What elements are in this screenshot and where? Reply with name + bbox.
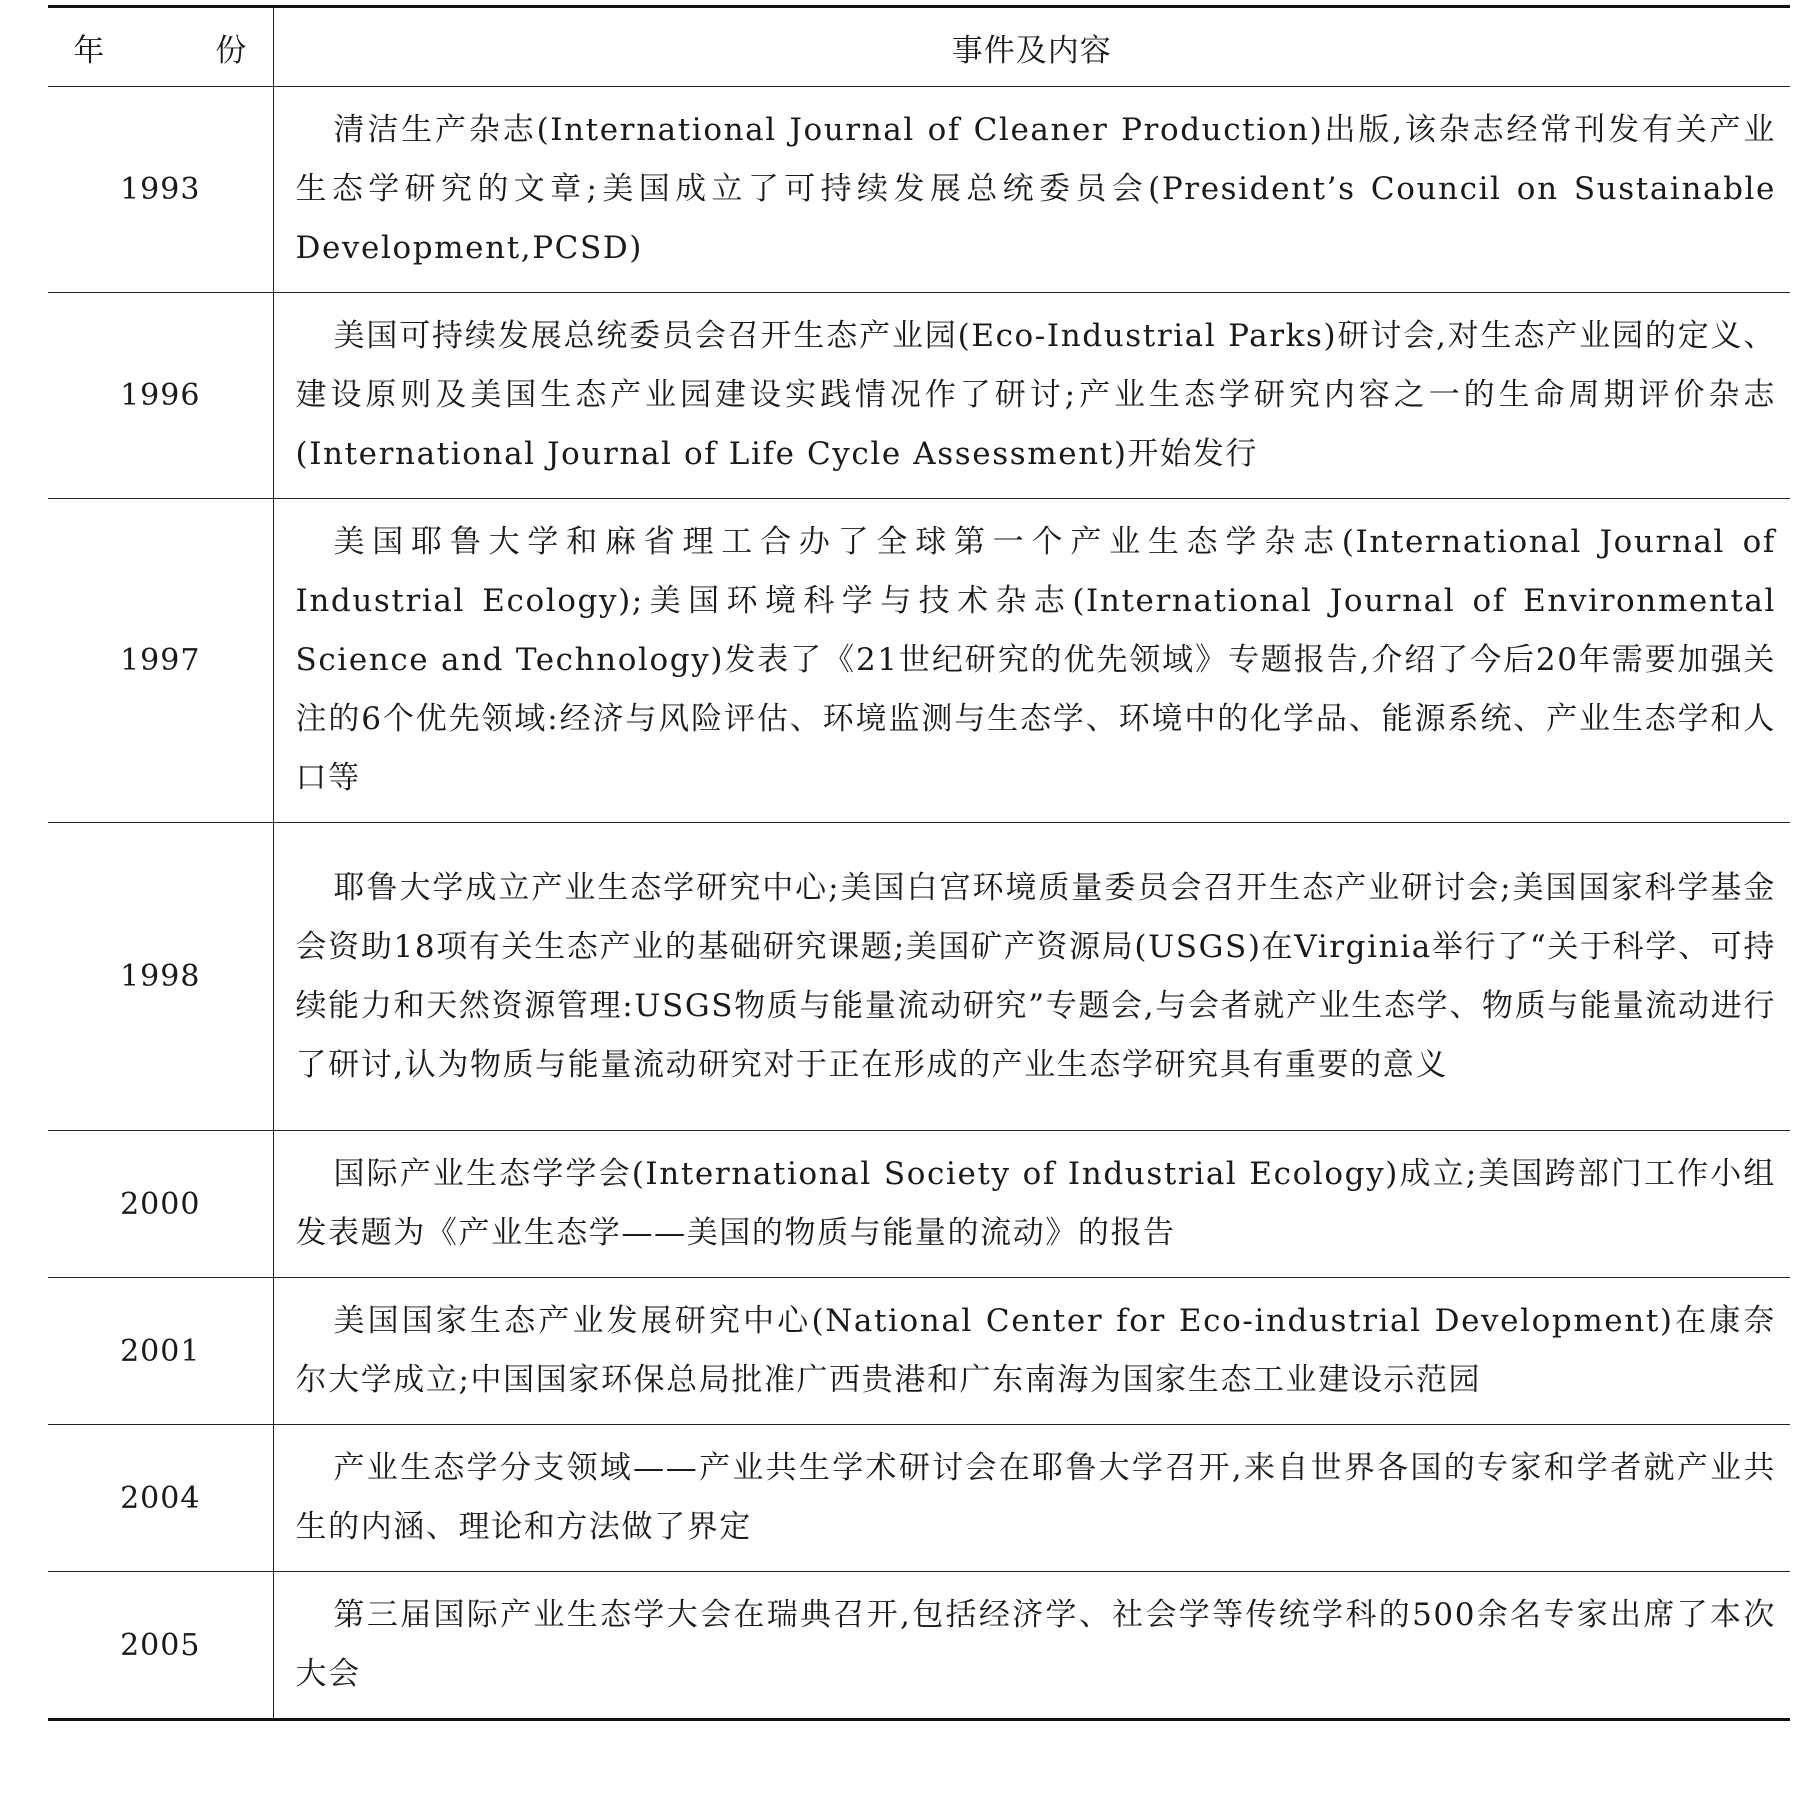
event-text: 国际产业生态学学会(International Society of Industrial Ecology)成立;美国跨部门工作小组发表题为《产业生态学——美国的物质与能量的流动》的报告 (295, 1156, 1776, 1251)
header-year-char-1: 年 (73, 32, 106, 69)
event-text: 产业生态学分支领域——产业共生学术研讨会在耶鲁大学召开,来自世界各国的专家和学者就产业共生的内涵、理论和方法做了界定 (295, 1450, 1776, 1545)
table-row (48, 87, 1790, 293)
table-row (48, 499, 1790, 823)
document-page (48, 5, 1790, 1721)
event-text: 美国可持续发展总统委员会召开生态产业园(Eco-Industrial Parks)研讨会,对生态产业园的定义、建设原则及美国生态产业园建设实践情况作了研讨;产业生态学研究内容之一的生命周期评价杂志(International Journal of Life Cycle Assessment)开始发行 (295, 318, 1776, 472)
event-cell (273, 1425, 1790, 1572)
header-year (48, 7, 273, 87)
event-text: 耶鲁大学成立产业生态学研究中心;美国白宫环境质量委员会召开生态产业研讨会;美国国家科学基金会资助18项有关生态产业的基础研究课题;美国矿产资源局(USGS)在Virginia举行了“关于科学、可持续能力和天然资源管理:USGS物质与能量流动研究”专题会,与会者就产业生态学、物质与能量流动进行了研讨,认为物质与能量流动研究对于正在形成的产业生态学研究具有重要的意义 (295, 869, 1776, 1083)
year-cell: 2001 (48, 1278, 273, 1425)
event-cell (273, 293, 1790, 499)
table-row (48, 293, 1790, 499)
event-text: 清洁生产杂志(International Journal of Cleaner Production)出版,该杂志经常刊发有关产业生态学研究的文章;美国成立了可持续发展总统委员会(President’s Council on Sustainable Development,PCSD) (295, 112, 1776, 266)
event-cell (273, 87, 1790, 293)
table-row (48, 823, 1790, 1131)
event-cell (273, 1572, 1790, 1720)
events-table (48, 5, 1790, 1721)
header-year-char-2: 份 (215, 32, 248, 69)
table-row (48, 1425, 1790, 1572)
event-cell (273, 1131, 1790, 1278)
event-cell (273, 499, 1790, 823)
table-row (48, 1131, 1790, 1278)
event-text: 第三届国际产业生态学大会在瑞典召开,包括经济学、社会学等传统学科的500余名专家出席了本次大会 (295, 1597, 1776, 1692)
year-cell: 1998 (48, 823, 273, 1131)
year-cell: 2004 (48, 1425, 273, 1572)
year-cell: 2000 (48, 1131, 273, 1278)
header-event: 事件及内容 (273, 7, 1790, 87)
event-text: 美国耶鲁大学和麻省理工合办了全球第一个产业生态学杂志(International Journal of Industrial Ecology);美国环境科学与技术杂志(International Journal of Environmental Science and Technology)发表了《21世纪研究的优先领域》专题报告,介绍了今后20年需要加强关注的6个优先领域:经济与风险评估、环境监测与生态学、环境中的化学品、能源系统、产业生态学和人口等 (295, 524, 1776, 796)
year-cell: 2005 (48, 1572, 273, 1720)
table-row (48, 1278, 1790, 1425)
event-cell (273, 823, 1790, 1131)
event-text: 美国国家生态产业发展研究中心(National Center for Eco-industrial Development)在康奈尔大学成立;中国国家环保总局批准广西贵港和广东南海为国家生态工业建设示范园 (295, 1303, 1776, 1398)
year-cell: 1993 (48, 87, 273, 293)
table-row (48, 1572, 1790, 1720)
event-cell (273, 1278, 1790, 1425)
table-header-row (48, 7, 1790, 87)
year-cell: 1997 (48, 499, 273, 823)
year-cell: 1996 (48, 293, 273, 499)
